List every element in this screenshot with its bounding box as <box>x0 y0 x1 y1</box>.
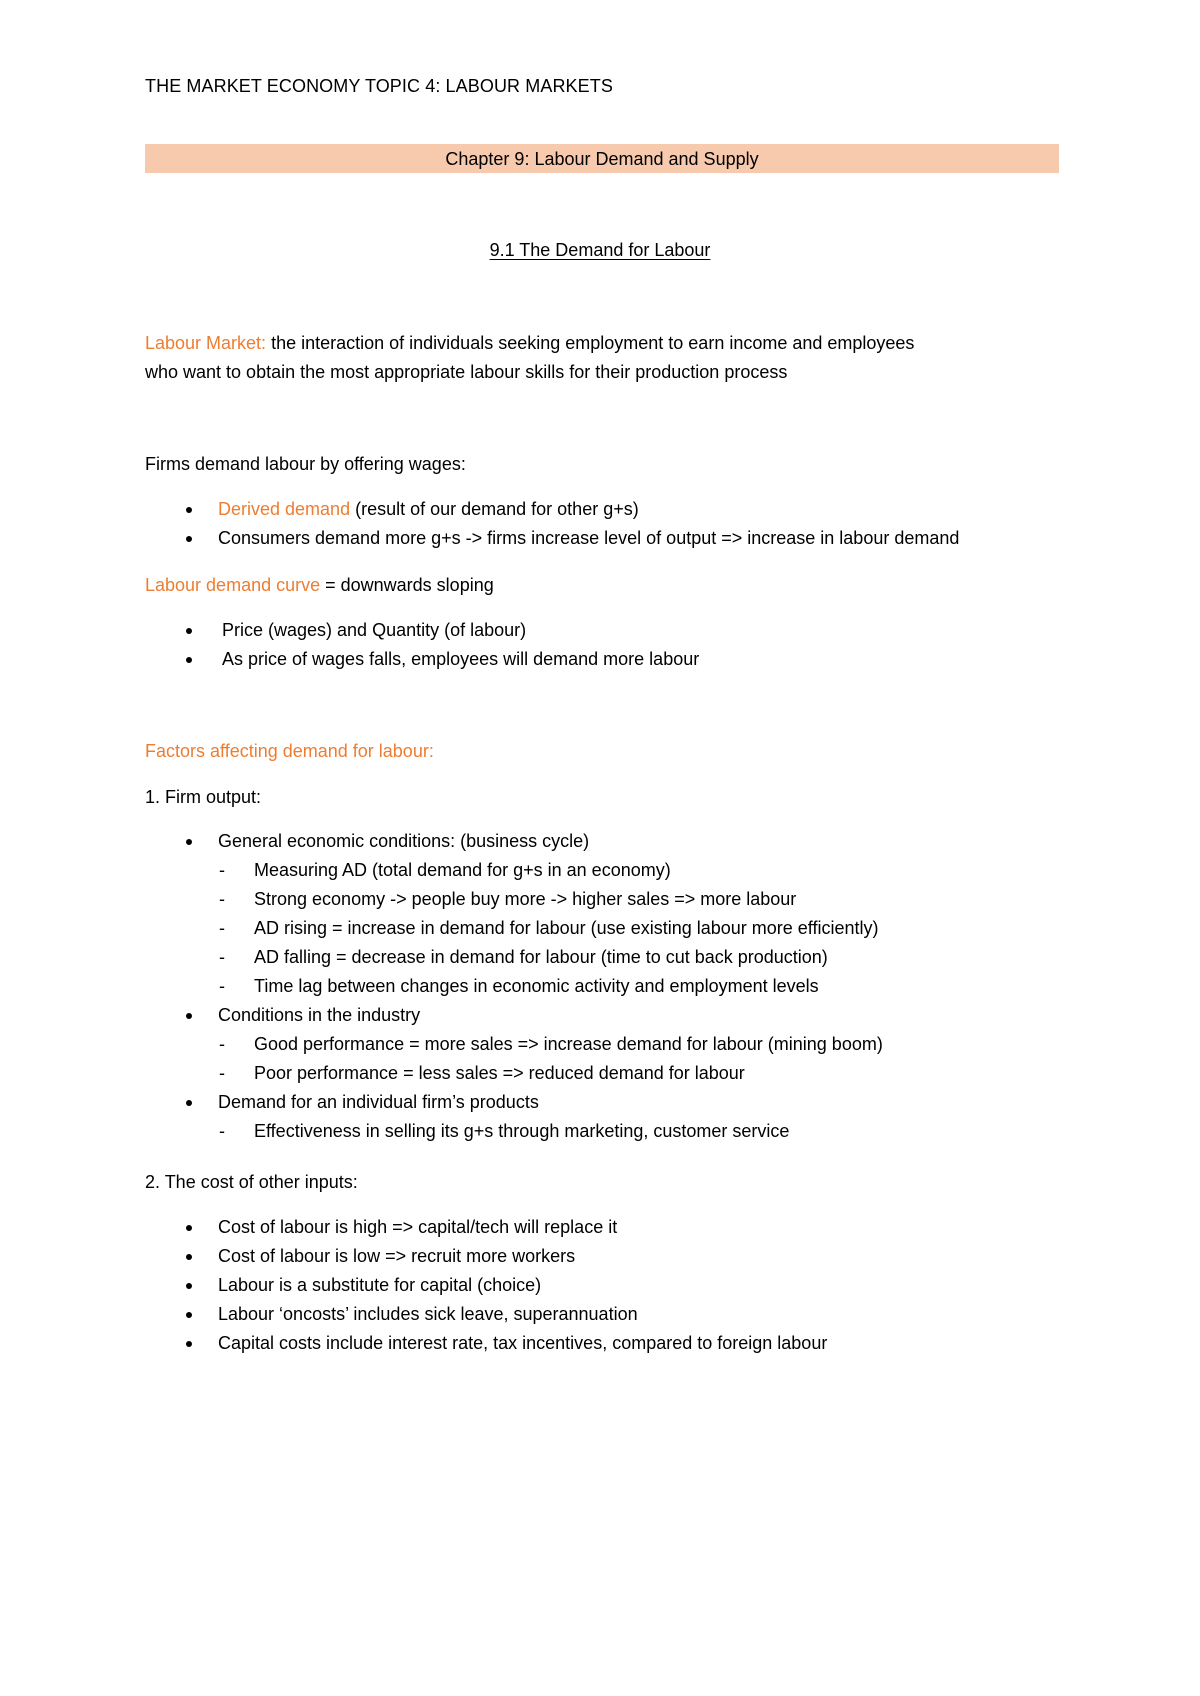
bullet-dot <box>186 536 192 542</box>
bullet-dot <box>186 1013 192 1019</box>
chapter-title-bar <box>145 144 1059 173</box>
sub-item-text: AD rising = increase in demand for labour (use existing labour more efficiently) <box>254 918 879 938</box>
sub-list <box>218 1117 1105 1146</box>
derived-demand-list <box>145 495 1105 553</box>
factor1-group-label: General economic conditions: (business cycle) <box>218 831 590 851</box>
labour-demand-curve-line <box>145 571 1075 600</box>
sub-list <box>218 856 1105 1001</box>
firms-demand-intro: Firms demand labour by offering wages: <box>145 454 466 474</box>
derived-demand-term: Derived demand <box>218 499 351 519</box>
bullet-dot <box>186 628 192 634</box>
labour-market-definition-text: the interaction of individuals seeking employment to earn income and employees <box>266 333 915 353</box>
bullet-dot <box>186 839 192 845</box>
sub-item-text: AD falling = decrease in demand for labour (time to cut back production) <box>254 947 828 967</box>
labour-demand-curve-text: = downwards sloping <box>320 575 494 595</box>
derived-demand-second: Consumers demand more g+s -> firms increase level of output => increase in labour demand <box>218 528 960 548</box>
list-item <box>145 1271 1105 1300</box>
section-title <box>0 240 1200 261</box>
bullet-dot <box>186 1312 192 1318</box>
factor2-bullet: Capital costs include interest rate, tax incentives, compared to foreign labour <box>218 1333 828 1353</box>
factor2-bullet: Cost of labour is low => recruit more workers <box>218 1246 576 1266</box>
sub-item-text: Time lag between changes in economic activity and employment levels <box>254 976 819 996</box>
factor2-list <box>145 1213 1105 1358</box>
factor1-heading: 1. Firm output: <box>145 787 262 807</box>
list-item <box>145 1213 1105 1242</box>
factor1-group-label: Demand for an individual firm’s products <box>218 1092 539 1112</box>
demand-curve-bullet: Price (wages) and Quantity (of labour) <box>222 620 527 640</box>
derived-demand-text: (result of our demand for other g+s) <box>350 499 639 519</box>
factor2-bullet: Labour ‘oncosts’ includes sick leave, superannuation <box>218 1304 638 1324</box>
sub-list-item: - Good performance = more sales => increase demand for labour (mining boom) <box>219 1034 883 1054</box>
list-item <box>145 495 1105 524</box>
sub-list-item: - Poor performance = less sales => reduced demand for labour <box>219 1063 745 1083</box>
bullet-dot <box>186 1254 192 1260</box>
labour-market-definition-line2: who want to obtain the most appropriate labour skills for their production process <box>145 362 788 382</box>
sub-list <box>218 1030 1105 1088</box>
sub-list-item: - Effectiveness in selling its g+s through marketing, customer service <box>219 1121 790 1141</box>
labour-demand-curve-term: Labour demand curve <box>145 575 321 595</box>
list-item <box>145 1001 1105 1088</box>
bullet-dot <box>186 657 192 663</box>
list-item <box>145 524 1105 553</box>
factor1-list <box>145 827 1105 1146</box>
document-header: THE MARKET ECONOMY TOPIC 4: LABOUR MARKETS <box>145 76 613 96</box>
bullet-dot <box>186 1341 192 1347</box>
sub-list-item: - Time lag between changes in economic activity and employment levels <box>219 976 819 996</box>
sub-list-item: - AD falling = decrease in demand for labour (time to cut back production) <box>219 947 828 967</box>
list-item <box>145 1300 1105 1329</box>
demand-curve-bullet: As price of wages falls, employees will demand more labour <box>222 649 700 669</box>
list-item <box>145 1088 1105 1146</box>
factor2-heading: 2. The cost of other inputs: <box>145 1172 358 1192</box>
sub-list-item: - Strong economy -> people buy more -> higher sales => more labour <box>219 889 797 909</box>
list-item <box>145 827 1105 1001</box>
list-item <box>145 1242 1105 1271</box>
demand-curve-list <box>145 616 1105 674</box>
sub-list-item: - Measuring AD (total demand for g+s in an economy) <box>219 860 671 880</box>
labour-market-term: Labour Market: <box>145 333 267 353</box>
sub-list-item: - AD rising = increase in demand for labour (use existing labour more efficiently) <box>219 918 879 938</box>
section-title-text: 9.1 The Demand for Labour <box>489 240 711 260</box>
factor1-group-label: Conditions in the industry <box>218 1005 421 1025</box>
sub-item-text: Strong economy -> people buy more -> higher sales => more labour <box>254 889 797 909</box>
factor2-bullet: Labour is a substitute for capital (choice) <box>218 1275 542 1295</box>
sub-item-text: Measuring AD (total demand for g+s in an economy) <box>254 860 671 880</box>
bullet-dot <box>186 1100 192 1106</box>
list-item <box>145 1329 1105 1358</box>
bullet-dot <box>186 1283 192 1289</box>
list-item <box>145 616 1105 645</box>
factors-heading: Factors affecting demand for labour: <box>145 741 434 761</box>
sub-item-text: Poor performance = less sales => reduced demand for labour <box>254 1063 745 1083</box>
factor2-bullet: Cost of labour is high => capital/tech will replace it <box>218 1217 618 1237</box>
list-item <box>145 645 1105 674</box>
sub-item-text: Effectiveness in selling its g+s through marketing, customer service <box>254 1121 790 1141</box>
labour-market-definition <box>145 329 1075 387</box>
bullet-dot <box>186 507 192 513</box>
sub-item-text: Good performance = more sales => increase demand for labour (mining boom) <box>254 1034 883 1054</box>
bullet-dot <box>186 1225 192 1231</box>
chapter-title: Chapter 9: Labour Demand and Supply <box>445 149 759 169</box>
